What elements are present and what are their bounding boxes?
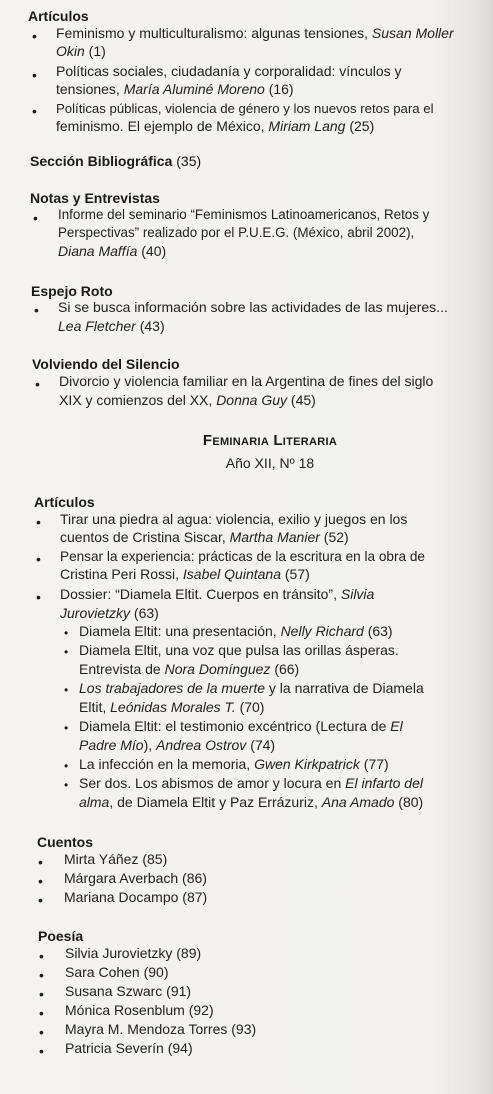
bullet: •: [32, 28, 37, 44]
cuentos-heading: Cuentos: [37, 834, 93, 850]
bullet: •: [39, 1005, 44, 1021]
articulos-heading: Artículos: [28, 8, 89, 24]
sub-bullet: •: [64, 778, 69, 792]
sub-bullet: •: [64, 683, 69, 697]
cuento-item: Mirta Yáñez (85): [64, 851, 168, 867]
toc-subentry: Diamela Eltit, una voz que pulsa las orillas ásperas.: [79, 642, 399, 658]
toc-subentry-cont: Entrevista de Nora Domínguez (66): [79, 661, 300, 677]
bullet: •: [34, 302, 39, 318]
toc-entry: Políticas públicas, violencia de género y los nuevos retos para el: [56, 101, 434, 116]
bullet: •: [36, 551, 41, 567]
sub-bullet: •: [64, 759, 69, 773]
toc-entry: Si se busca información sobre las actividades de las mujeres...: [58, 299, 448, 315]
toc-entry: Políticas sociales, ciudadanía y corporalidad: vínculos y: [56, 63, 402, 79]
poesia-item: Sara Cohen (90): [65, 964, 169, 980]
toc-entry-cont: Diana Maffía (40): [58, 243, 167, 259]
toc-entry: Feminismo y multiculturalismo: algunas tensiones, Susan Moller: [56, 25, 454, 41]
bullet: •: [33, 210, 38, 226]
poesia-item: Mayra M. Mendoza Torres (93): [65, 1021, 257, 1037]
sub-bullet: •: [64, 721, 69, 735]
bullet: •: [35, 376, 40, 392]
toc-subentry: Diamela Eltit: el testimonio excéntrico (Lectura de El: [79, 718, 403, 734]
volviendo-heading: Volviendo del Silencio: [32, 356, 180, 372]
bullet: •: [36, 589, 41, 605]
seccion-bibliografica-heading: Sección Bibliográfica (35): [30, 153, 202, 169]
cuento-item: Márgara Averbach (86): [64, 870, 207, 886]
toc-entry-cont: Okin (1): [56, 43, 106, 59]
bullet: •: [38, 892, 43, 908]
section-subtitle: Año XII, Nº 18: [225, 455, 315, 471]
toc-entry-cont: Jurovietzky (63): [60, 605, 159, 621]
bullet: •: [38, 873, 43, 889]
bullet: •: [38, 854, 43, 870]
toc-entry-cont: feminismo. El ejemplo de México, Miriam Lang (25): [56, 118, 375, 134]
toc-entry-cont: Lea Fletcher (43): [58, 318, 165, 334]
bullet: •: [32, 67, 37, 83]
bullet: •: [39, 948, 44, 964]
bullet: •: [39, 967, 44, 983]
toc-entry: Dossier: “Diamela Eltit. Cuerpos en tránsito”, Silvia: [60, 586, 375, 602]
espejo-roto-heading: Espejo Roto: [31, 283, 113, 299]
bullet: •: [36, 514, 41, 530]
toc-subentry-cont: Eltit, Leónidas Morales T. (70): [79, 699, 265, 715]
section-title: FEMINARIA LITERARIA: [202, 432, 338, 449]
toc-entry: Pensar la experiencia: prácticas de la escritura en la obra de: [60, 549, 425, 564]
toc-entry-cont: cuentos de Cristina Siscar, Martha Manier (52): [60, 529, 349, 545]
toc-subentry: Los trabajadores de la muerte y la narrativa de Diamela: [79, 680, 424, 696]
toc-subentry-cont: alma, de Diamela Eltit y Paz Errázuriz, Ana Amado (80): [79, 794, 424, 810]
toc-entry-cont: Cristina Peri Rossi, Isabel Quintana (57): [60, 566, 310, 582]
toc-subentry-cont: Padre Mío), Andrea Ostrov (74): [79, 737, 276, 753]
bullet: •: [39, 1043, 44, 1059]
poesia-item: Susana Szwarc (91): [65, 983, 192, 999]
poesia-item: Patricia Severín (94): [65, 1040, 193, 1056]
toc-entry: Divorcio y violencia familiar en la Argentina de fines del siglo: [59, 373, 434, 389]
cuento-item: Mariana Docampo (87): [64, 889, 208, 905]
sub-bullet: •: [64, 626, 69, 640]
literaria-articulos-heading: Artículos: [34, 494, 95, 510]
toc-entry-cont: tensiones, María Aluminé Moreno (16): [56, 81, 294, 97]
poesia-item: Mónica Rosenblum (92): [65, 1002, 214, 1018]
toc-entry-cont: Perspectivas” realizado por el P.U.E.G. (México, abril 2002),: [58, 225, 415, 240]
toc-subentry: La infección en la memoria, Gwen Kirkpatrick (77): [79, 756, 389, 772]
toc-entry-cont: XIX y comienzos del XX, Donna Guy (45): [59, 392, 316, 408]
sub-bullet: •: [64, 645, 69, 659]
bullet: •: [32, 103, 37, 119]
toc-subentry: Diamela Eltit: una presentación, Nelly Richard (63): [79, 623, 393, 639]
poesia-heading: Poesía: [38, 928, 84, 944]
bullet: •: [39, 986, 44, 1002]
toc-subentry: Ser dos. Los abismos de amor y locura en El infarto del: [79, 775, 423, 791]
toc-entry: Tirar una piedra al agua: violencia, exilio y juegos en los: [60, 511, 408, 527]
toc-entry: Informe del seminario “Feminismos Latinoamericanos, Retos y: [58, 207, 430, 222]
notas-heading: Notas y Entrevistas: [30, 190, 160, 206]
poesia-item: Silvia Jurovietzky (89): [65, 945, 202, 961]
bullet: •: [39, 1024, 44, 1040]
